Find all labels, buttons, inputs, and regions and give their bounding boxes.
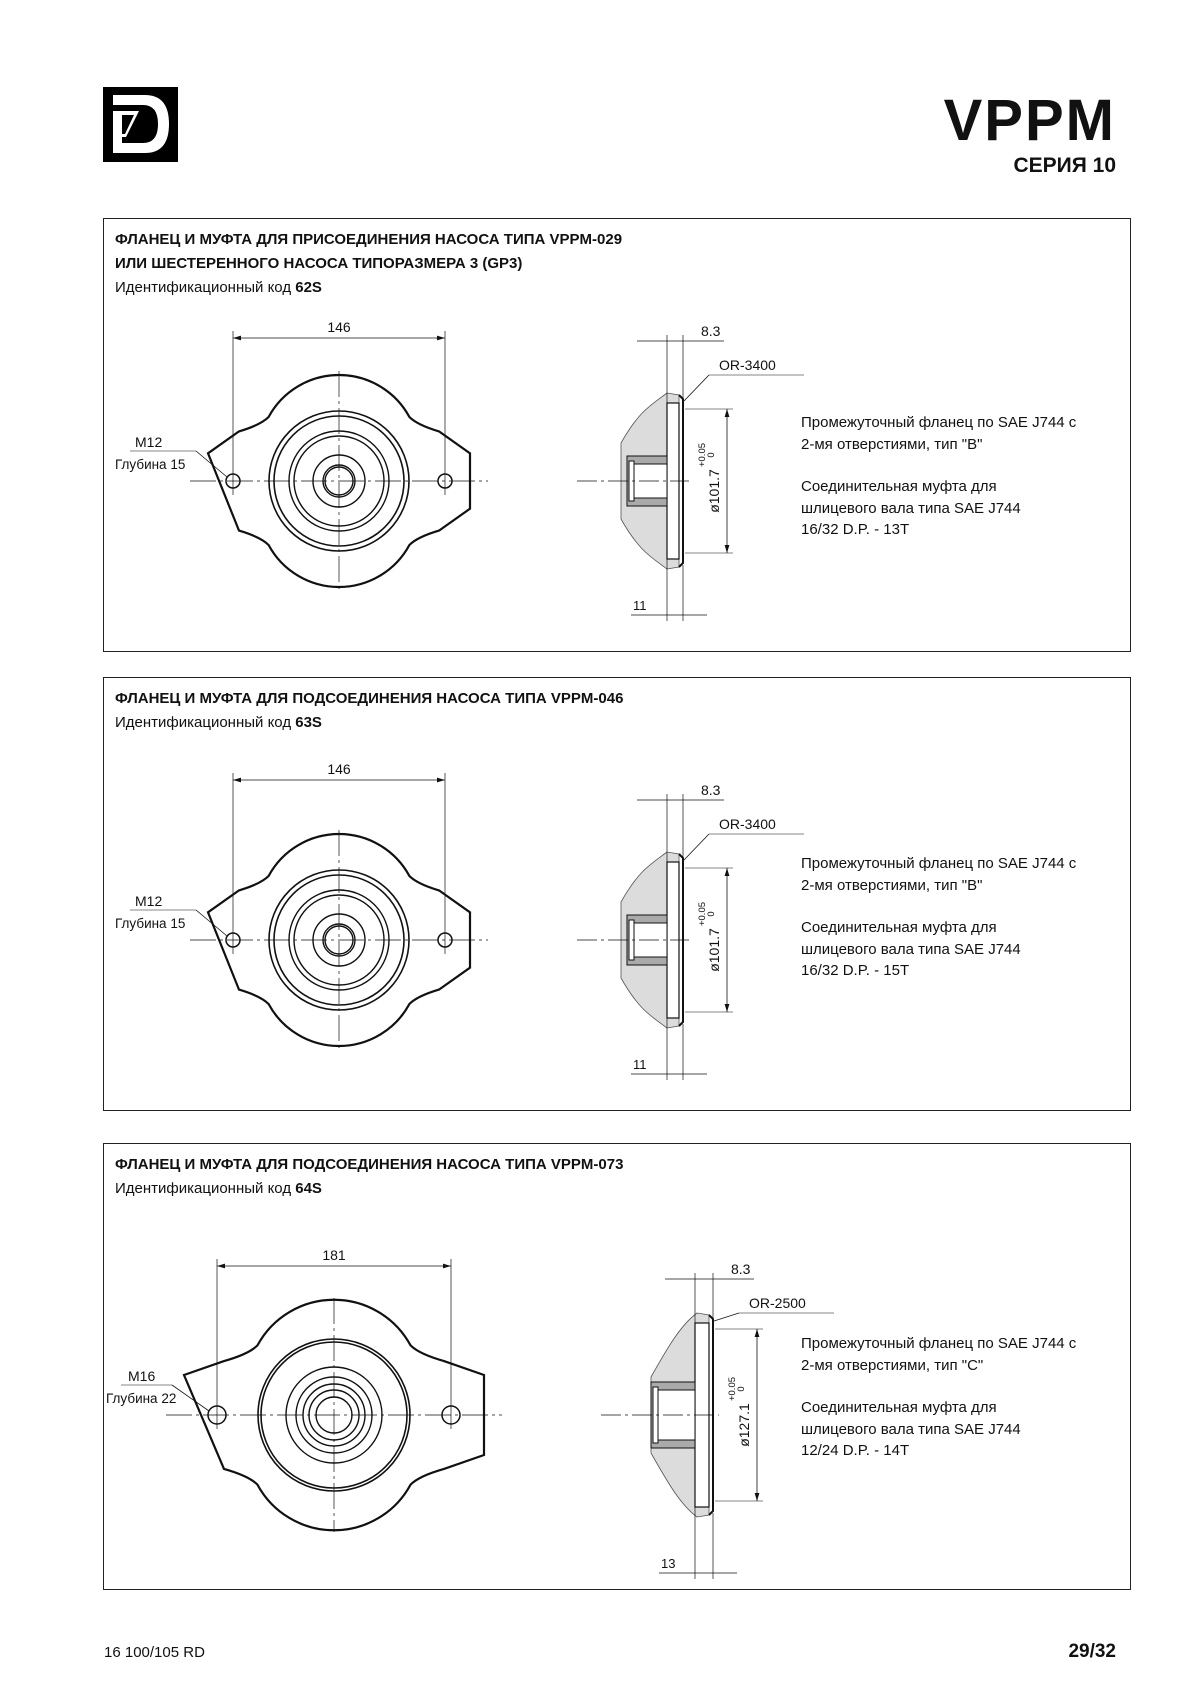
panel-title-line: ФЛАНЕЦ И МУФТА ДЛЯ ПРИСОЕДИНЕНИЯ НАСОСА ТИПА VPPM-029 xyxy=(115,231,623,248)
depth-label: Глубина 15 xyxy=(115,916,186,931)
code-value: 62S xyxy=(295,279,322,296)
leader-line xyxy=(196,910,227,936)
flange-desc: Промежуточный фланец по SAE J744 с xyxy=(801,855,1077,872)
product-title: VPPM xyxy=(943,88,1116,153)
description xyxy=(801,853,1076,982)
flange-desc: Промежуточный фланец по SAE J744 с xyxy=(801,414,1077,431)
oring-label: OR-3400 xyxy=(719,357,776,373)
coupling-desc: Соединительная муфта для xyxy=(801,919,997,936)
coupling-spec: 16/32 D.P. - 15T xyxy=(801,962,910,979)
pilot-diameter-dim: ø101.7 xyxy=(706,928,722,972)
tolerance-upper: +0.05 xyxy=(697,442,708,468)
oring-label: OR-3400 xyxy=(719,816,776,832)
face-thickness-dim: 8.3 xyxy=(731,1261,751,1277)
coupling-desc: шлицевого вала типа SAE J744 xyxy=(801,1420,1021,1438)
code-value: 63S xyxy=(295,714,322,731)
code-label: Идентификационный код xyxy=(115,714,296,731)
coupling-desc: Соединительная муфта для xyxy=(801,1399,997,1416)
document-code: 16 100/105 RD xyxy=(104,1644,205,1661)
offset-dim: 13 xyxy=(661,1556,676,1571)
pilot-diameter-dim: ø127.1 xyxy=(736,1403,752,1447)
face-thickness-dim: 8.3 xyxy=(701,782,721,798)
coupling-desc: Соединительная муфта для xyxy=(801,478,997,495)
depth-label: Глубина 15 xyxy=(115,457,186,472)
coupling-desc: шлицевого вала типа SAE J744 xyxy=(801,940,1021,958)
tolerance-lower: 0 xyxy=(736,1386,747,1392)
offset-dim: 11 xyxy=(633,598,647,613)
face-thickness-dim: 8.3 xyxy=(701,323,721,339)
panel-title-line: ФЛАНЕЦ И МУФТА ДЛЯ ПОДСОЕДИНЕНИЯ НАСОСА ТИПА VPPM-046 xyxy=(115,690,624,707)
hole-spacing-dim: 146 xyxy=(327,319,351,335)
code-label: Идентификационный код xyxy=(115,1180,296,1197)
panel-64s xyxy=(103,1143,1131,1590)
tolerance-upper: +0.05 xyxy=(727,1376,738,1402)
hole-spacing-dim: 181 xyxy=(322,1247,346,1263)
leader-line xyxy=(196,451,227,477)
thread-label: M12 xyxy=(135,434,163,450)
description xyxy=(801,1333,1076,1462)
pilot-diameter-dim: ø101.7 xyxy=(706,469,722,513)
oring-label: OR-2500 xyxy=(749,1295,806,1311)
hole-spacing-dim: 146 xyxy=(327,761,351,777)
panel-62s xyxy=(103,218,1131,652)
tolerance-lower: 0 xyxy=(706,911,717,917)
offset-dim: 11 xyxy=(633,1057,647,1072)
leader-line xyxy=(684,375,709,401)
flange-desc: 2-мя отверстиями, тип "B" xyxy=(801,876,983,894)
thread-label: M12 xyxy=(135,893,163,909)
description xyxy=(801,412,1076,541)
code-value: 64S xyxy=(295,1180,322,1197)
coupling-spec: 16/32 D.P. - 13T xyxy=(801,521,910,538)
series-label: СЕРИЯ 10 xyxy=(1013,154,1116,177)
code-label: Идентификационный код xyxy=(115,279,296,296)
panel-title-line: ИЛИ ШЕСТЕРЕННОГО НАСОСА ТИПОРАЗМЕРА 3 (GP3) xyxy=(115,255,523,272)
panel-title-line: ФЛАНЕЦ И МУФТА ДЛЯ ПОДСОЕДИНЕНИЯ НАСОСА ТИПА VPPM-073 xyxy=(115,1156,624,1173)
coupling-desc: шлицевого вала типа SAE J744 xyxy=(801,499,1021,517)
depth-label: Глубина 22 xyxy=(106,1391,177,1406)
flange-desc: 2-мя отверстиями, тип "C" xyxy=(801,1356,984,1374)
panel-63s xyxy=(103,677,1131,1111)
company-logo xyxy=(103,87,178,162)
page-number: 29/32 xyxy=(1068,1641,1116,1662)
flange-desc: Промежуточный фланец по SAE J744 с xyxy=(801,1335,1077,1352)
thread-label: M16 xyxy=(128,1368,156,1384)
leader-line xyxy=(714,1313,739,1321)
d-logo-icon xyxy=(103,87,178,162)
flange-desc: 2-мя отверстиями, тип "B" xyxy=(801,435,983,453)
leader-line xyxy=(684,834,709,860)
coupling-spec: 12/24 D.P. - 14T xyxy=(801,1442,910,1459)
tolerance-upper: +0.05 xyxy=(697,901,708,927)
tolerance-lower: 0 xyxy=(706,452,717,458)
